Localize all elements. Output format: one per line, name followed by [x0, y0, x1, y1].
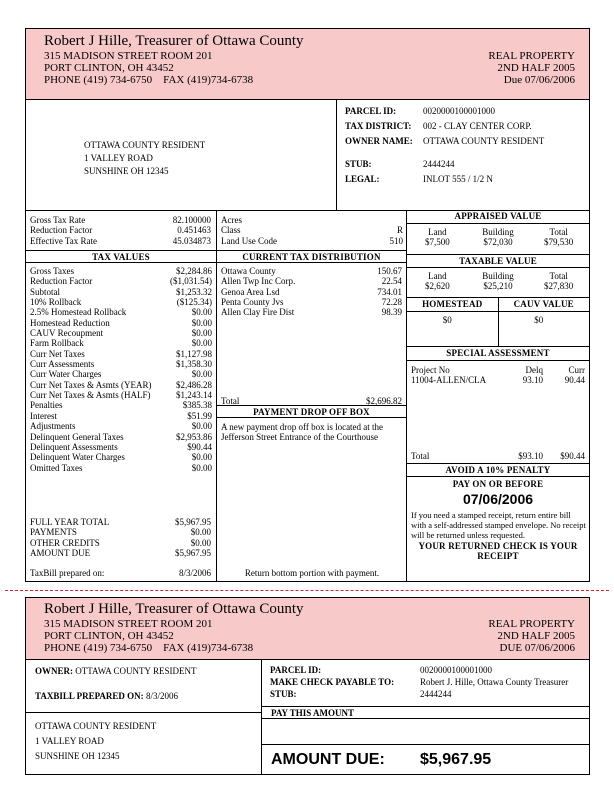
tax-value-row-label: Homestead Reduction: [30, 317, 110, 328]
stub-label: STUB:: [345, 159, 372, 169]
stub-mailing-line-1: OTTAWA COUNTY RESIDENT: [35, 721, 157, 731]
tax-value-row-label: Reduction Factor: [30, 276, 93, 287]
tax-value-row-label: Curr Assessments: [30, 359, 95, 370]
tax-value-row-label: Penalties: [30, 400, 63, 411]
tax-value-row: [30, 432, 212, 442]
tax-value-row-label: Curr Net Taxes & Asmts (YEAR): [30, 379, 152, 390]
tax-values-title: TAX VALUES: [26, 251, 216, 263]
divider: [26, 712, 261, 713]
rate-value: 45.034873: [172, 235, 211, 246]
payment-stub: [25, 597, 590, 775]
tax-values: [26, 250, 216, 582]
mailing-line-1: OTTAWA COUNTY RESIDENT: [84, 140, 206, 150]
class-label: Class: [221, 225, 241, 236]
distribution-row-label: Allen Twp Inc Corp.: [221, 276, 296, 287]
rate-label: Effective Tax Rate: [30, 235, 98, 246]
tax-value-row-label: Adjustments: [30, 421, 76, 432]
stub-prepared-date: 8/3/2006: [145, 691, 178, 701]
check-receipt-note: YOUR RETURNED CHECK IS YOUR RECEIPT: [418, 540, 578, 561]
project-header: Project No: [411, 365, 450, 376]
parcel-id-label: PARCEL ID:: [345, 106, 397, 116]
tax-value-row-value: $2,953.86: [176, 431, 212, 442]
distribution-row-label: Ottawa County: [221, 266, 276, 276]
tax-total-row: [30, 538, 211, 548]
tax-rates: [30, 215, 211, 246]
appraised-headers: [407, 227, 589, 237]
tax-value-row-label: Omitted Taxes: [30, 462, 83, 473]
distribution-row-value: 150.67: [377, 266, 402, 276]
mailing-line-3: SUNSHINE OH 12345: [84, 166, 169, 176]
distribution-row-label: Genoa Area Lsd: [221, 286, 280, 297]
tax-value-row: [30, 338, 212, 348]
stub-due-date: DUE 07/06/2006: [499, 642, 575, 654]
tax-value-row-label: Subtotal: [30, 286, 61, 297]
tax-value-row: [30, 359, 212, 369]
prepared-label: TaxBill prepared on:: [30, 568, 105, 578]
tax-value-row-label: Gross Taxes: [30, 266, 74, 276]
tax-value-row-value: $0.00: [191, 369, 212, 380]
tax-total-row-label: FULL YEAR TOTAL: [30, 517, 110, 527]
taxable-land: $2,620: [424, 281, 450, 292]
tax-value-row-value: $0.00: [191, 328, 212, 339]
pay-before-label: PAY ON OR BEFORE: [452, 479, 544, 490]
tax-half: 2ND HALF 2005: [497, 62, 575, 74]
tax-value-row-value: $0.00: [191, 421, 212, 432]
tax-total-row-label: AMOUNT DUE: [30, 548, 91, 559]
tax-value-row-value: $2,486.28: [176, 379, 212, 390]
mailing-line-2: 1 VALLEY ROAD: [84, 153, 153, 163]
amount-due-label: AMOUNT DUE:: [271, 751, 385, 768]
rate-value: 82.100000: [172, 215, 211, 225]
tax-value-row: [30, 400, 212, 410]
tax-value-row-label: Interest: [30, 410, 57, 421]
stub-parcel-label: PARCEL ID:: [270, 665, 322, 675]
land-use-row: [221, 236, 403, 246]
tax-total-row-value: $0.00: [190, 537, 211, 548]
tax-total-row-label: PAYMENTS: [30, 527, 77, 538]
tax-value-row: [30, 442, 212, 452]
class-value: R: [396, 225, 403, 236]
taxable-headers: [407, 271, 589, 281]
pay-before-date: 07/06/2006: [462, 490, 534, 507]
tax-value-row-value: $0.00: [191, 452, 212, 463]
homestead-box: [407, 298, 498, 346]
tax-bill-top: [25, 28, 590, 582]
treasurer-address: 315 MADISON STREET ROOM 201: [44, 50, 213, 62]
acres-row: [221, 215, 403, 225]
tax-total-row-label: OTHER CREDITS: [30, 537, 100, 548]
homestead-title: HOMESTEAD: [407, 298, 498, 312]
tax-value-row-label: 2.5% Homestead Rollback: [30, 307, 127, 318]
appraised-title: APPRAISED VALUE: [407, 210, 589, 224]
rate-value: 0.451463: [177, 225, 211, 236]
taxable-total-header: Total: [549, 270, 568, 281]
drop-off-box: [216, 405, 406, 582]
stub-mailing-line-2: 1 VALLEY ROAD: [35, 736, 104, 746]
land-use-value: 510: [389, 235, 403, 246]
distribution-row-value: 72.28: [381, 297, 402, 308]
tax-value-row: [30, 369, 212, 379]
appraised-total-header: Total: [549, 227, 568, 237]
drop-off-text: A new payment drop off box is located at the Jefferson Street Entrance of the Courthouse: [221, 422, 384, 442]
parcel-id-value: 0020000100001000: [423, 106, 495, 116]
tax-value-row-value: $0.00: [191, 462, 212, 473]
tax-value-row: [30, 266, 212, 276]
value-panel: [406, 210, 589, 582]
appraised-building: $72,030: [483, 237, 513, 248]
tax-value-row-value: $2,284.86: [176, 266, 212, 276]
taxable-land-header: Land: [428, 270, 447, 281]
curr-header: Curr: [568, 365, 585, 376]
owner-name-label: OWNER NAME:: [345, 136, 413, 146]
tax-value-row-value: $0.00: [191, 317, 212, 328]
tax-value-row: [30, 328, 212, 338]
penalty-box: [407, 463, 589, 563]
payable-label: MAKE CHECK PAYABLE TO:: [270, 677, 395, 687]
stub-owner-value: OTTAWA COUNTY RESIDENT: [75, 666, 197, 676]
tax-district-value: 002 - CLAY CENTER CORP.: [423, 121, 532, 131]
receipt-note: If you need a stamped receipt, return entire bill with a self-addressed stamped envelope. No receipt will be returned unless requested.: [411, 509, 586, 540]
tax-total-row-value: $5,967.95: [175, 517, 211, 527]
tax-value-row-label: Delinquent General Taxes: [30, 431, 124, 442]
stub-tax-half: 2ND HALF 2005: [497, 630, 575, 642]
distribution-row: [221, 266, 402, 276]
tax-value-row-value: $1,253.32: [176, 286, 212, 297]
distribution-total-value: $2,696.82: [366, 396, 402, 406]
stub-treasurer-name: Robert J Hille, Treasurer of Ottawa County: [44, 601, 304, 617]
parcel-info: [336, 100, 589, 210]
pay-this-amount-label: PAY THIS AMOUNT: [262, 706, 589, 719]
tax-value-row-value: $1,127.98: [176, 348, 212, 359]
tax-total-row: [30, 548, 211, 558]
owner-name-value: OTTAWA COUNTY RESIDENT: [423, 136, 545, 146]
rate-row: [30, 215, 211, 225]
prepared-date: 8/3/2006: [178, 568, 211, 578]
project-delq: 93.10: [522, 375, 543, 386]
appraised-land-header: Land: [428, 227, 447, 237]
taxable-total: $27,830: [544, 281, 574, 292]
tax-values-list: [26, 263, 216, 473]
stub-property-type: REAL PROPERTY: [488, 618, 575, 630]
tax-value-row: [30, 463, 212, 473]
amount-due-value: $5,967.95: [420, 751, 492, 768]
tax-value-row-label: Curr Net Taxes: [30, 348, 85, 359]
stub-value: 2444244: [423, 159, 455, 169]
delq-header: Delq: [525, 365, 543, 376]
distribution-row-label: Penta County Jvs: [221, 297, 284, 308]
special-total-curr: $90.44: [560, 451, 585, 462]
tax-value-row-value: $0.00: [191, 338, 212, 349]
appraised-land: $7,500: [424, 237, 450, 248]
drop-off-title: PAYMENT DROP OFF BOX: [217, 406, 406, 418]
tax-total-row: [30, 517, 211, 527]
tax-value-row: [30, 287, 212, 297]
tax-value-row: [30, 390, 212, 400]
homestead-cauv: [407, 297, 589, 346]
tax-total-row-value: $5,967.95: [175, 548, 211, 559]
stub-treasurer-address: 315 MADISON STREET ROOM 201: [44, 618, 213, 630]
rate-label: Reduction Factor: [30, 225, 93, 236]
distribution-row-label: Allen Clay Fire Dist: [221, 307, 295, 318]
tax-value-row-value: $90.44: [187, 441, 212, 452]
acres-label: Acres: [221, 215, 242, 225]
distribution-row-value: 734.01: [377, 286, 402, 297]
special-assessment: [407, 346, 589, 463]
treasurer-name: Robert J Hille, Treasurer of Ottawa County: [44, 33, 304, 49]
mailing-address: [84, 139, 205, 178]
stub-number-label: STUB:: [270, 689, 297, 699]
rate-label: Gross Tax Rate: [30, 215, 86, 225]
tax-value-row-label: Curr Water Charges: [30, 369, 102, 380]
taxable-building-header: Building: [482, 270, 514, 281]
tax-value-row-value: $1,243.14: [176, 390, 212, 401]
tax-value-row-value: $1,358.30: [176, 359, 212, 370]
project-number: 11004-ALLEN/CLA: [411, 375, 487, 386]
tax-value-row: [30, 276, 212, 286]
distribution-row: [221, 297, 402, 307]
distribution-row: [221, 276, 402, 286]
tax-distribution: [216, 250, 406, 410]
taxable-values: [407, 281, 589, 291]
tax-value-row: [30, 452, 212, 462]
tax-value-row-label: Farm Rollback: [30, 338, 84, 349]
tax-value-row-label: Delinquent Assessments: [30, 441, 118, 452]
cauv-title: CAUV VALUE: [499, 298, 590, 312]
stub-prepared-label: TAXBILL PREPARED ON:: [35, 691, 144, 701]
stub-owner: [35, 666, 196, 676]
cauv-box: [498, 298, 590, 346]
tax-value-row: [30, 307, 212, 317]
cauv-value: $0: [534, 315, 544, 326]
tax-value-row-label: Delinquent Water Charges: [30, 452, 125, 463]
tax-value-row-label: CAUV Recoupment: [30, 328, 104, 339]
stub-parcel-value: 0020000100001000: [420, 665, 492, 675]
tax-value-row-label: 10% Rollback: [30, 297, 82, 308]
tax-value-row: [30, 411, 212, 421]
header-banner: [26, 29, 589, 100]
tax-value-row-value: $51.99: [187, 410, 212, 421]
distribution-row: [221, 287, 402, 297]
payable-value: Robert J. Hille, Ottawa County Treasurer: [420, 677, 569, 687]
rate-row: [30, 225, 211, 235]
stub-owner-label: OWNER:: [35, 666, 73, 676]
tax-total-row: [30, 527, 211, 537]
property-type: REAL PROPERTY: [488, 50, 575, 62]
special-total-delq: $93.10: [518, 451, 543, 462]
penalty-title: AVOID A 10% PENALTY: [407, 464, 589, 477]
tax-value-row-value: ($125.34): [176, 297, 212, 308]
stub-number-value: 2444244: [420, 689, 452, 699]
tax-value-row: [30, 349, 212, 359]
appraised-values: [407, 237, 589, 247]
taxable-title: TAXABLE VALUE: [407, 254, 589, 268]
tax-total-row-value: $0.00: [190, 527, 211, 538]
divider: [262, 744, 589, 745]
legal-value: INLOT 555 / 1/2 N: [423, 174, 493, 184]
stub-header-banner: [26, 598, 589, 660]
distribution-row-value: 22.54: [381, 276, 402, 287]
tax-value-row-label: Curr Net Taxes & Asmts (HALF): [30, 390, 151, 401]
treasurer-phone: PHONE (419) 734-6750 FAX (419)734-6738: [44, 74, 254, 86]
distribution-row: [221, 307, 402, 317]
due-date: Due 07/06/2006: [503, 74, 575, 86]
class-row: [221, 225, 403, 235]
stub-prepared: [35, 691, 178, 701]
stub-payment-info: [261, 660, 589, 774]
tax-totals: [30, 517, 211, 558]
prepared-row: [30, 568, 211, 578]
stub-mailing-line-3: SUNSHINE OH 12345: [35, 751, 120, 761]
tax-value-row: [30, 297, 212, 307]
distribution-title: CURRENT TAX DISTRIBUTION: [217, 251, 406, 263]
tax-value-row-value: ($1,031.54): [170, 276, 212, 287]
stub-treasurer-phone: PHONE (419) 734-6750 FAX (419)734-6738: [44, 642, 254, 654]
tax-value-row: [30, 421, 212, 431]
rate-row: [30, 236, 211, 246]
distribution-list: [217, 263, 406, 318]
tax-value-row: [30, 318, 212, 328]
special-title: SPECIAL ASSESSMENT: [407, 347, 589, 361]
taxable-building: $25,210: [483, 281, 513, 292]
homestead-value: $0: [442, 315, 452, 326]
tax-district-label: TAX DISTRICT:: [345, 121, 412, 131]
tax-value-row-value: $0.00: [191, 307, 212, 318]
appraised-total: $79,530: [544, 237, 574, 248]
tax-value-row-value: $385.38: [182, 400, 212, 411]
distribution-total-label: Total: [221, 396, 240, 406]
return-note: Return bottom portion with payment.: [244, 568, 380, 578]
legal-label: LEGAL:: [345, 174, 380, 184]
project-curr: 90.44: [564, 375, 585, 386]
distribution-row-value: 98.39: [381, 307, 402, 318]
stub-treasurer-city: PORT CLINTON, OH 43452: [44, 630, 174, 642]
tear-line: [5, 590, 609, 591]
land-use-label: Land Use Code: [221, 235, 277, 246]
treasurer-city: PORT CLINTON, OH 43452: [44, 62, 174, 74]
special-total-label: Total: [411, 451, 430, 462]
land-info: [216, 210, 406, 250]
tax-value-row: [30, 380, 212, 390]
appraised-building-header: Building: [482, 227, 514, 237]
stub-mailing-address: [35, 719, 156, 764]
